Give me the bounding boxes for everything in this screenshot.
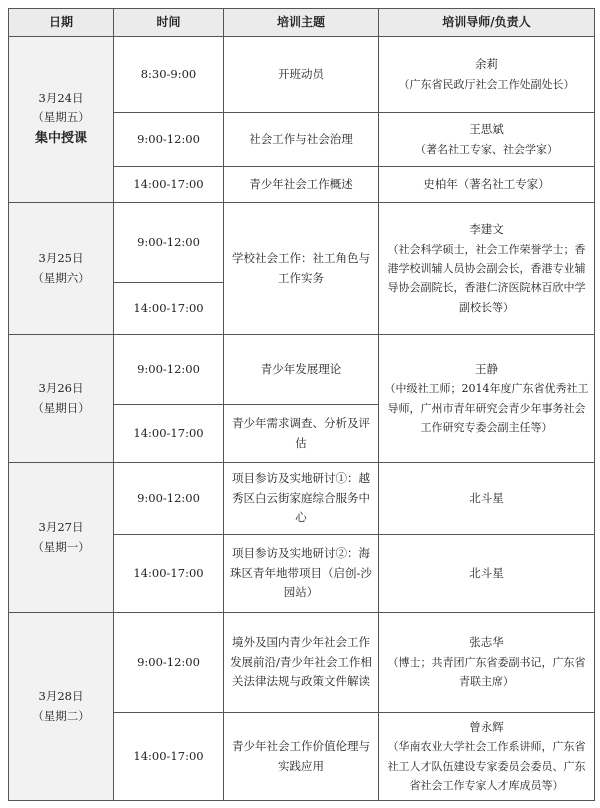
date-cell [9,37,114,203]
time-cell: 14:00-17:00 [114,283,224,335]
time-cell: 9:00-12:00 [114,335,224,405]
topic-cell: 项目参访及实地研讨②：海珠区青年地带项目（启创-沙园站） [224,535,379,613]
time-cell: 14:00-17:00 [114,535,224,613]
weekday-text: （星期一） [32,539,90,554]
table-row [9,463,595,535]
topic-cell: 青少年社会工作价值伦理与实践应用 [224,713,379,801]
date-cell [9,613,114,801]
mentor-note: （中级社工师；2014年度广东省优秀社工导师，广州市青年研究会青少年事务社会工作研究专委会副主任等） [384,382,589,434]
mentor-name: 张志华 [469,635,504,650]
mentor-name: 余莉 [475,57,498,72]
header-time: 时间 [114,9,224,37]
date-text: 3月26日 [38,380,84,395]
mentor-name: 李建文 [469,222,504,237]
time-cell: 9:00-12:00 [114,113,224,167]
header-date: 日期 [9,9,114,37]
training-schedule-table [8,8,595,801]
mentor-cell [379,713,595,801]
mentor-cell [379,463,595,535]
mentor-note: （广东省民政厅社会工作处副处长） [398,77,575,91]
mentor-note: （社会科学硕士，社会工作荣誉学士；香港学校训辅人员协会副会长，香港专业辅导协会副院长，香港仁济医院林百欣中学副校长等） [387,242,586,314]
header-row [9,9,595,37]
weekday-text: （星期二） [32,708,90,723]
mentor-name: 史柏年（著名社工专家） [423,176,550,191]
mentor-cell [379,113,595,167]
topic-cell: 境外及国内青少年社会工作发展前沿/青少年社会工作相关法律法规与政策文件解读 [224,613,379,713]
mentor-name: 王静 [475,361,498,376]
time-cell: 14:00-17:00 [114,713,224,801]
time-cell: 14:00-17:00 [114,167,224,203]
date-text: 3月27日 [38,519,84,534]
date-cell [9,463,114,613]
topic-cell: 学校社会工作：社工角色与工作实务 [224,203,379,335]
mentor-cell [379,203,595,335]
time-cell: 9:00-12:00 [114,203,224,283]
weekday-text: （星期五） [32,110,90,125]
weekday-text: （星期六） [32,270,90,285]
table-row [9,203,595,283]
date-cell [9,203,114,335]
date-cell [9,335,114,463]
mentor-cell [379,613,595,713]
mentor-name: 曾永辉 [469,719,504,734]
date-text: 3月24日 [38,90,84,105]
topic-cell: 项目参访及实地研讨①：越秀区白云街家庭综合服务中心 [224,463,379,535]
topic-cell: 青少年发展理论 [224,335,379,405]
weekday-text: （星期日） [32,400,90,415]
mentor-name: 北斗星 [469,565,504,580]
mentor-cell [379,535,595,613]
mentor-name: 王思斌 [469,122,504,137]
topic-cell: 青少年社会工作概述 [224,167,379,203]
topic-cell: 社会工作与社会治理 [224,113,379,167]
mentor-cell [379,335,595,463]
mentor-note: （博士；共青团广东省委副书记，广东省青联主席） [387,656,586,689]
mentor-note: （华南农业大学社会工作系讲师，广东省社工人才队伍建设专家委员会委员、广东省社会工作专家人才库成员等） [387,740,586,792]
mentor-cell [379,167,595,203]
time-cell: 8:30-9:00 [114,37,224,113]
mentor-note: （著名社工专家、社会学家） [415,142,558,156]
header-topic: 培训主题 [224,9,379,37]
table-row [9,37,595,113]
topic-cell: 开班动员 [224,37,379,113]
date-text: 3月25日 [38,250,84,265]
time-cell: 14:00-17:00 [114,405,224,463]
mentor-cell [379,37,595,113]
time-cell: 9:00-12:00 [114,463,224,535]
session-type-tag: 集中授课 [34,131,87,146]
header-mentor: 培训导师/负责人 [379,9,595,37]
date-text: 3月28日 [38,688,84,703]
topic-cell: 青少年需求调查、分析及评估 [224,405,379,463]
table-row [9,335,595,405]
time-cell: 9:00-12:00 [114,613,224,713]
table-row [9,613,595,713]
mentor-name: 北斗星 [469,490,504,505]
